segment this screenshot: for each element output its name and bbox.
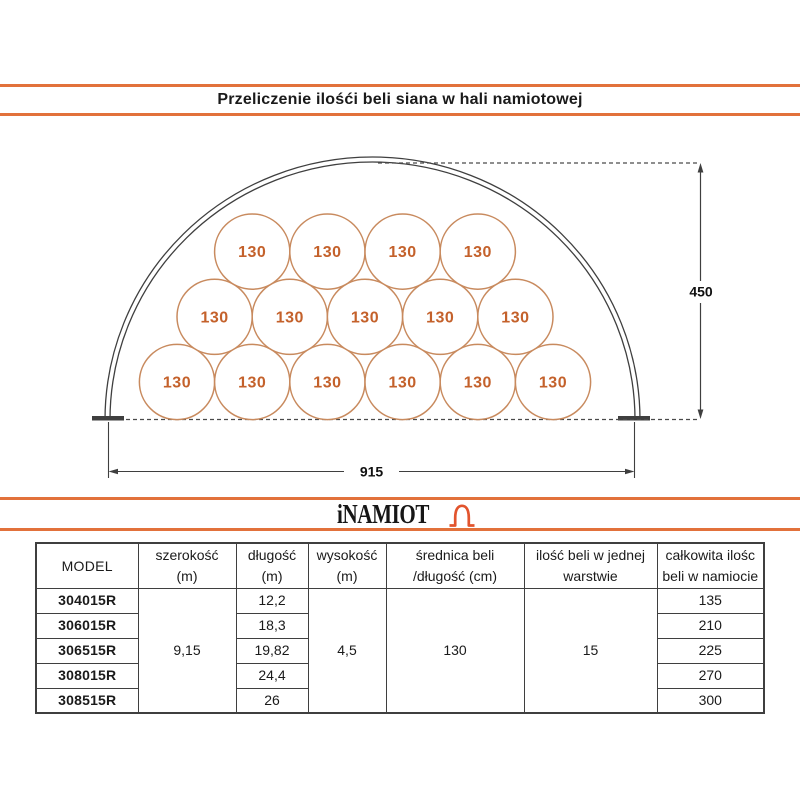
col-header-dlugosc: długość (m) [236,543,308,588]
bale-label: 130 [463,374,492,392]
brand-logo [324,498,477,529]
bale-label: 130 [313,374,342,392]
dlugosc-cell: 12,2 [236,588,308,613]
calkowita-cell: 225 [657,638,764,663]
col-header-szerokosc: szerokość (m) [138,543,236,588]
spec-table [35,542,765,714]
bale-label: 130 [538,374,568,392]
model-cell: 308015R [36,663,138,688]
calkowita-cell: 135 [657,588,764,613]
ground-plate-left [92,416,124,421]
bale-label: 130 [463,244,492,262]
srednica-merged-cell: 130 [386,588,524,713]
wysokosc-merged-cell: 4,5 [308,588,386,713]
calkowita-cell: 300 [657,688,764,713]
calkowita-cell: 210 [657,613,764,638]
model-cell: 306515R [36,638,138,663]
ilosc-merged-cell: 15 [524,588,657,713]
bale-label: 130 [426,309,455,327]
col-header-calkowita: całkowita ilośc beli w namiocie [657,543,764,588]
col-header-model: MODEL [36,543,138,588]
col-header-ilosc: ilość beli w jednej warstwie [524,543,657,588]
bale-label: 130 [275,309,304,327]
tent-arch-icon [447,501,477,528]
dimension-width-label: 915 [359,463,384,480]
model-cell: 304015R [36,588,138,613]
brand-logo-text: iNAMIOT [336,498,429,529]
dlugosc-cell: 24,4 [236,663,308,688]
model-cell: 308515R [36,688,138,713]
bale-label: 130 [162,374,192,392]
brand-band [0,497,800,531]
dlugosc-cell: 26 [236,688,308,713]
bale-label: 130 [200,309,229,327]
bale-label: 130 [238,244,267,262]
col-header-wysokosc: wysokość (m) [308,543,386,588]
calkowita-cell: 270 [657,663,764,688]
bale-label: 130 [350,309,380,327]
bale-label: 130 [238,374,267,392]
szerokosc-merged-cell: 9,15 [138,588,236,713]
col-header-srednica: średnica beli /długość (cm) [386,543,524,588]
table-row [36,588,764,613]
page-title: Przeliczenie ilośći beli siana w hali namiotowej [217,91,583,108]
dlugosc-cell: 18,3 [236,613,308,638]
model-cell: 306015R [36,613,138,638]
table-header-row [36,543,764,588]
bale-label: 130 [388,374,417,392]
dimension-height-label: 450 [689,283,713,300]
bale-label: 130 [501,309,530,327]
dlugosc-cell: 19,82 [236,638,308,663]
bale-label: 130 [313,244,342,262]
bale-label: 130 [388,244,417,262]
